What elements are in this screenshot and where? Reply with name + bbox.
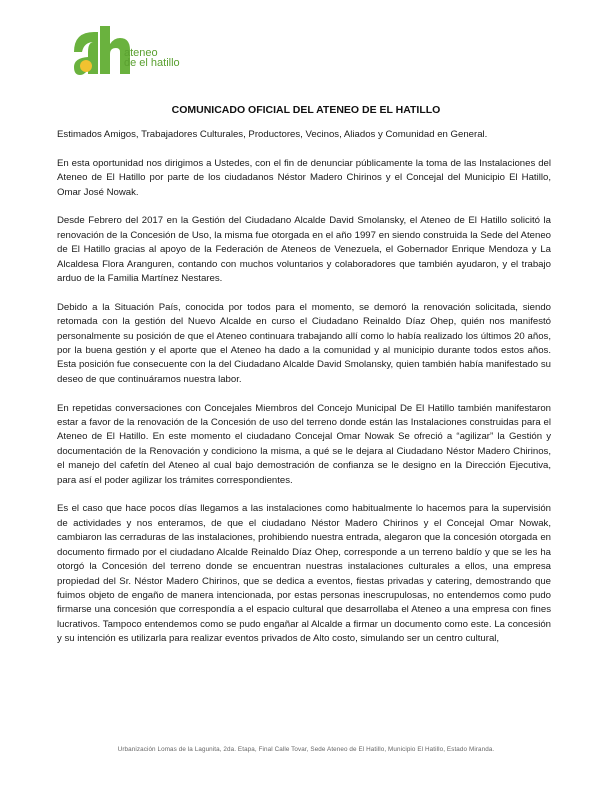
document-title: COMUNICADO OFICIAL DEL ATENEO DE EL HATILLO [171,104,441,116]
paragraph-4: En repetidas conversaciones con Concejales Miembros del Concejo Municipal De El Hatillo también manifestaron estar a favor de la renovación de la Concesión de uso del terreno donde están las Instalaciones construidas para el Ateneo de El Hatillo. En este momento el ciudadano Concejal Omar Nowak Se ofreció a “agilizar” la Gestión y documentación de la Renovación y condiciono la misma, a qué se le dejara al Ciudadano Néstor Madero Chirinos, el manejo del cafetín del Ateneo al cual bajo demostración de confianza se le designo en la Dirección Ejecutiva, para así el poder agilizar los trámites correspondientes. [57,402,551,486]
logo-wordmark [124,48,180,68]
ateneo-logo [72,22,202,82]
paragraph-greeting: Estimados Amigos, Trabajadores Culturales, Productores, Vecinos, Aliados y Comunidad en General. [57,129,488,140]
document-body [57,128,551,661]
paragraph-3: Debido a la Situación País, conocida por todos para el momento, se demoró la renovación solicitada, siendo retomada con la gestión del Nuevo Alcalde en curso el Ciudadano Reinaldo Díaz Ohep, quién nos manifestó personalmente su posición de que el Ateneo continuara trabajando allí como lo había realizado los últimos 20 años, por la buena gestión y el aporte que el Ateneo ha dado a la comunidad y al municipio durante todos estos años. Esta posición fue consecuente con la del Ciudadano Alcalde David Smolansky, quien también había manifestado su deseo de que continuáramos nuestra labor. [57,301,551,385]
paragraph-1: En esta oportunidad nos dirigimos a Ustedes, con el fin de denunciar públicamente la toma de las Instalaciones del Ateneo de El Hatillo por parte de los ciudadanos Néstor Madero Chirinos y el Concejal del Municipio El Hatillo, Omar José Nowak. [57,157,551,198]
logo-line-1: ateneo [124,47,158,59]
paragraph-5: Es el caso que hace pocos días llegamos a las instalaciones como habitualmente lo hacemos para la supervisión de actividades y nos enteramos, de que el ciudadano Néstor Madero Chirinos y el Concejal Omar Nowak, cambiaron las cerraduras de las instalaciones, prohibiendo nuestra entrada, alegaron que la concesión otorgada en documento firmado por el ciudadano Alcalde Reinaldo Díaz Ohep, corresponde a un terreno baldío y que se les ha otorgó la Concesión del terreno donde se encuentran nuestras instalaciones culturales a ellos, una empresa propiedad del Sr. Néstor Madero Chirinos, que se dedica a eventos, fiestas privadas y catering, demostrando que fuimos objeto de engaño de manera intencionada, por estas personas inescrupulosas, no entendemos como pudo firmarse una concesión que correspondía a el espacio cultural que desarrollaba el Ateneo a una empresa con fines lucrativos. Tampoco entendemos como se pudo engañar al Alcalde a firmar un documento como este. La concesión y su intención es utilizarla para realizar eventos privados de Alto costo, simulando ser un centro cultural, [57,503,551,645]
logo-line-2: de el hatillo [124,57,180,69]
ah-logo-mark [72,22,132,82]
paragraph-2: Desde Febrero del 2017 en la Gestión del Ciudadano Alcalde David Smolansky, el Ateneo de El Hatillo solicitó la renovación de la Concesión de Uso, la misma fue otorgada en el año 1997 en siendo construida la Sede del Ateneo de El Hatillo gracias al apoyo de la Federación de Ateneos de Venezuela, el Gobernador Enrique Mendoza y La Alcaldesa Flora Aranguren, contando con muchos voluntarios y colaboradores que también ayudaron, y el trabajo arduo de la Familia Martínez Nestares. [57,215,551,285]
footer-address: Urbanización Lomas de la Lagunita, 2da. Etapa, Final Calle Tovar, Sede Ateneo de El Hatillo, Municipio El Hatillo, Estado Miranda. [117,746,495,753]
